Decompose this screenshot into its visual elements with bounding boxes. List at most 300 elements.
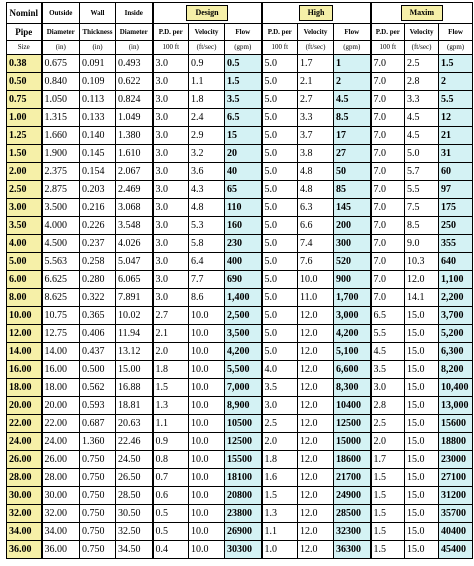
cell-inside-diameter: 18.81	[116, 397, 153, 415]
cell-maxim-pd: 5.5	[371, 325, 405, 343]
cell-outside-diameter: 32.00	[42, 505, 80, 523]
cell-maxim-pd: 7.0	[371, 253, 405, 271]
cell-wall-thickness: 0.091	[80, 55, 116, 73]
cell-design-velocity: 10.0	[189, 325, 225, 343]
cell-high-pd: 5.0	[262, 307, 298, 325]
cell-maxim-flow: 12	[439, 109, 473, 127]
table-row	[7, 361, 473, 379]
cell-maxim-velocity: 10.3	[405, 253, 439, 271]
cell-design-pd: 3.0	[153, 109, 189, 127]
cell-high-pd: 5.0	[262, 271, 298, 289]
cell-design-pd: 3.0	[153, 145, 189, 163]
cell-outside-diameter: 36.00	[42, 541, 80, 559]
cell-maxim-pd: 7.0	[371, 271, 405, 289]
cell-high-velocity: 1.7	[298, 55, 334, 73]
cell-outside-diameter: 20.00	[42, 397, 80, 415]
cell-inside-diameter: 11.94	[116, 325, 153, 343]
cell-design-velocity: 10.0	[189, 397, 225, 415]
cell-design-pd: 1.1	[153, 415, 189, 433]
cell-maxim-velocity: 12.0	[405, 271, 439, 289]
cell-design-flow: 1,400	[225, 289, 262, 307]
cell-maxim-flow: 1,100	[439, 271, 473, 289]
cell-design-pd: 3.0	[153, 199, 189, 217]
cell-maxim-pd: 7.0	[371, 127, 405, 145]
cell-maxim-flow: 355	[439, 235, 473, 253]
cell-maxim-flow: 2,200	[439, 289, 473, 307]
table-row	[7, 487, 473, 505]
cell-nominal-size: 3.50	[7, 217, 42, 235]
cell-design-pd: 3.0	[153, 271, 189, 289]
table-row	[7, 469, 473, 487]
cell-wall-thickness: 1.360	[80, 433, 116, 451]
cell-inside-diameter: 24.50	[116, 451, 153, 469]
unit-inside: (in)	[116, 41, 153, 55]
header-design-velocity: Velocity	[189, 24, 225, 41]
cell-maxim-flow: 5.5	[439, 91, 473, 109]
cell-outside-diameter: 8.625	[42, 289, 80, 307]
cell-maxim-pd: 7.0	[371, 73, 405, 91]
cell-design-flow: 15500	[225, 451, 262, 469]
cell-design-velocity: 3.2	[189, 145, 225, 163]
cell-maxim-velocity: 7.5	[405, 199, 439, 217]
cell-wall-thickness: 0.154	[80, 163, 116, 181]
cell-wall-thickness: 0.113	[80, 91, 116, 109]
cell-high-pd: 4.0	[262, 361, 298, 379]
cell-design-flow: 110	[225, 199, 262, 217]
cell-nominal-size: 8.00	[7, 289, 42, 307]
cell-outside-diameter: 6.625	[42, 271, 80, 289]
cell-maxim-pd: 7.0	[371, 289, 405, 307]
cell-design-velocity: 10.0	[189, 469, 225, 487]
table-row	[7, 55, 473, 73]
cell-design-pd: 1.3	[153, 397, 189, 415]
cell-high-pd: 5.0	[262, 109, 298, 127]
cell-design-flow: 160	[225, 217, 262, 235]
cell-design-pd: 0.5	[153, 505, 189, 523]
cell-inside-diameter: 0.493	[116, 55, 153, 73]
cell-design-velocity: 10.0	[189, 379, 225, 397]
cell-inside-diameter: 26.50	[116, 469, 153, 487]
cell-maxim-velocity: 14.1	[405, 289, 439, 307]
cell-design-velocity: 1.1	[189, 73, 225, 91]
cell-inside-diameter: 6.065	[116, 271, 153, 289]
header-design-group	[153, 3, 262, 24]
cell-maxim-velocity: 5.7	[405, 163, 439, 181]
table-row	[7, 145, 473, 163]
cell-high-velocity: 12.0	[298, 469, 334, 487]
cell-high-pd: 1.8	[262, 451, 298, 469]
cell-high-velocity: 3.3	[298, 109, 334, 127]
cell-maxim-flow: 2	[439, 73, 473, 91]
cell-maxim-pd: 2.0	[371, 433, 405, 451]
cell-high-velocity: 12.0	[298, 541, 334, 559]
cell-design-velocity: 10.0	[189, 415, 225, 433]
cell-maxim-pd: 7.0	[371, 217, 405, 235]
cell-maxim-flow: 31	[439, 145, 473, 163]
cell-high-pd: 1.0	[262, 541, 298, 559]
header-design-pd: P.D. per	[153, 24, 189, 41]
table-row	[7, 127, 473, 145]
cell-outside-diameter: 1.315	[42, 109, 80, 127]
cell-inside-diameter: 1.610	[116, 145, 153, 163]
cell-design-flow: 400	[225, 253, 262, 271]
cell-maxim-velocity: 15.0	[405, 541, 439, 559]
cell-maxim-velocity: 9.0	[405, 235, 439, 253]
cell-maxim-velocity: 2.8	[405, 73, 439, 91]
cell-maxim-pd: 7.0	[371, 109, 405, 127]
cell-high-flow: 28500	[334, 505, 371, 523]
cell-high-flow: 10400	[334, 397, 371, 415]
cell-design-flow: 20	[225, 145, 262, 163]
table-row	[7, 73, 473, 91]
cell-high-flow: 15000	[334, 433, 371, 451]
cell-wall-thickness: 0.365	[80, 307, 116, 325]
cell-nominal-size: 18.00	[7, 379, 42, 397]
cell-maxim-pd: 7.0	[371, 181, 405, 199]
unit-wall: (in)	[80, 41, 116, 55]
header-design-flow: Flow	[225, 24, 262, 41]
cell-high-pd: 5.0	[262, 145, 298, 163]
cell-high-velocity: 12.0	[298, 307, 334, 325]
cell-maxim-flow: 97	[439, 181, 473, 199]
cell-wall-thickness: 0.109	[80, 73, 116, 91]
cell-high-flow: 200	[334, 217, 371, 235]
cell-design-pd: 0.5	[153, 523, 189, 541]
cell-high-flow: 6,600	[334, 361, 371, 379]
cell-design-pd: 3.0	[153, 163, 189, 181]
header-wall-thickness: Thickness	[80, 24, 116, 41]
cell-outside-diameter: 4.500	[42, 235, 80, 253]
cell-high-flow: 300	[334, 235, 371, 253]
cell-inside-diameter: 1.049	[116, 109, 153, 127]
cell-outside-diameter: 2.375	[42, 163, 80, 181]
table-row	[7, 91, 473, 109]
cell-design-pd: 3.0	[153, 217, 189, 235]
cell-high-pd: 3.0	[262, 397, 298, 415]
cell-maxim-velocity: 15.0	[405, 379, 439, 397]
cell-nominal-size: 2.00	[7, 163, 42, 181]
cell-nominal-size: 10.00	[7, 307, 42, 325]
cell-high-velocity: 7.6	[298, 253, 334, 271]
table-row	[7, 217, 473, 235]
cell-outside-diameter: 5.563	[42, 253, 80, 271]
cell-maxim-velocity: 15.0	[405, 469, 439, 487]
pipe-flow-table	[6, 2, 473, 559]
cell-nominal-size: 1.50	[7, 145, 42, 163]
cell-maxim-flow: 250	[439, 217, 473, 235]
cell-high-flow: 2	[334, 73, 371, 91]
header-maxim-flow: Flow	[439, 24, 473, 41]
cell-high-pd: 5.0	[262, 127, 298, 145]
header-nominal: Nominl	[7, 3, 42, 24]
maxim-banner: Maxim	[401, 5, 443, 21]
cell-maxim-velocity: 15.0	[405, 325, 439, 343]
cell-high-pd: 2.5	[262, 415, 298, 433]
cell-design-pd: 3.0	[153, 73, 189, 91]
cell-high-velocity: 6.6	[298, 217, 334, 235]
cell-high-velocity: 12.0	[298, 487, 334, 505]
cell-maxim-flow: 60	[439, 163, 473, 181]
cell-maxim-pd: 6.5	[371, 307, 405, 325]
header-size: Size	[7, 41, 42, 55]
table-row	[7, 271, 473, 289]
cell-wall-thickness: 0.562	[80, 379, 116, 397]
table-header	[7, 3, 473, 55]
cell-high-pd: 5.0	[262, 343, 298, 361]
cell-design-pd: 2.1	[153, 325, 189, 343]
unit-high-pd: 100 ft	[262, 41, 298, 55]
cell-design-velocity: 10.0	[189, 487, 225, 505]
cell-outside-diameter: 12.75	[42, 325, 80, 343]
table-row	[7, 397, 473, 415]
cell-nominal-size: 34.00	[7, 523, 42, 541]
cell-maxim-pd: 4.5	[371, 343, 405, 361]
unit-maxim-velocity: (ft/sec)	[405, 41, 439, 55]
cell-design-pd: 0.7	[153, 469, 189, 487]
cell-high-pd: 5.0	[262, 91, 298, 109]
cell-high-pd: 5.0	[262, 181, 298, 199]
cell-inside-diameter: 7.891	[116, 289, 153, 307]
cell-high-flow: 4.5	[334, 91, 371, 109]
cell-outside-diameter: 22.00	[42, 415, 80, 433]
cell-design-velocity: 4.8	[189, 199, 225, 217]
header-inside-diameter: Diameter	[116, 24, 153, 41]
cell-maxim-pd: 1.5	[371, 541, 405, 559]
cell-design-flow: 30300	[225, 541, 262, 559]
cell-inside-diameter: 3.068	[116, 199, 153, 217]
cell-high-flow: 5,100	[334, 343, 371, 361]
cell-maxim-pd: 1.5	[371, 505, 405, 523]
cell-high-flow: 1,700	[334, 289, 371, 307]
cell-design-flow: 15	[225, 127, 262, 145]
cell-design-velocity: 10.0	[189, 541, 225, 559]
cell-high-flow: 17	[334, 127, 371, 145]
cell-high-pd: 5.0	[262, 289, 298, 307]
cell-high-pd: 1.1	[262, 523, 298, 541]
cell-high-velocity: 10.0	[298, 271, 334, 289]
cell-maxim-pd: 1.5	[371, 469, 405, 487]
cell-design-flow: 8,900	[225, 397, 262, 415]
cell-inside-diameter: 16.88	[116, 379, 153, 397]
cell-design-pd: 3.0	[153, 235, 189, 253]
cell-design-flow: 0.5	[225, 55, 262, 73]
cell-high-flow: 900	[334, 271, 371, 289]
table-row	[7, 199, 473, 217]
header-inside: Inside	[116, 3, 153, 24]
cell-outside-diameter: 0.840	[42, 73, 80, 91]
cell-high-flow: 36300	[334, 541, 371, 559]
cell-design-pd: 3.0	[153, 127, 189, 145]
cell-nominal-size: 2.50	[7, 181, 42, 199]
table-row	[7, 523, 473, 541]
cell-nominal-size: 26.00	[7, 451, 42, 469]
cell-inside-diameter: 2.469	[116, 181, 153, 199]
cell-high-pd: 5.0	[262, 253, 298, 271]
cell-design-flow: 7,000	[225, 379, 262, 397]
cell-maxim-velocity: 15.0	[405, 523, 439, 541]
cell-high-pd: 1.5	[262, 487, 298, 505]
cell-high-flow: 32300	[334, 523, 371, 541]
cell-maxim-flow: 45400	[439, 541, 473, 559]
table-row	[7, 235, 473, 253]
cell-wall-thickness: 0.140	[80, 127, 116, 145]
header-high-pd: P.D. per	[262, 24, 298, 41]
cell-outside-diameter: 28.00	[42, 469, 80, 487]
cell-high-velocity: 12.0	[298, 433, 334, 451]
unit-high-velocity: (ft/sec)	[298, 41, 334, 55]
cell-design-flow: 12500	[225, 433, 262, 451]
cell-maxim-velocity: 15.0	[405, 505, 439, 523]
cell-high-flow: 4,200	[334, 325, 371, 343]
cell-wall-thickness: 0.133	[80, 109, 116, 127]
cell-maxim-flow: 15600	[439, 415, 473, 433]
cell-design-flow: 690	[225, 271, 262, 289]
table-row	[7, 451, 473, 469]
design-banner: Design	[186, 5, 227, 21]
cell-wall-thickness: 0.145	[80, 145, 116, 163]
cell-maxim-velocity: 15.0	[405, 487, 439, 505]
cell-design-velocity: 10.0	[189, 343, 225, 361]
table-row	[7, 433, 473, 451]
cell-high-velocity: 12.0	[298, 361, 334, 379]
cell-wall-thickness: 0.750	[80, 469, 116, 487]
cell-high-pd: 2.0	[262, 433, 298, 451]
cell-wall-thickness: 0.750	[80, 523, 116, 541]
cell-high-pd: 3.5	[262, 379, 298, 397]
unit-maxim-flow: (gpm)	[439, 41, 473, 55]
cell-nominal-size: 0.75	[7, 91, 42, 109]
table-body	[7, 55, 473, 559]
cell-maxim-flow: 1.5	[439, 55, 473, 73]
cell-high-velocity: 7.4	[298, 235, 334, 253]
cell-maxim-velocity: 8.5	[405, 217, 439, 235]
unit-design-velocity: (ft/sec)	[189, 41, 225, 55]
cell-design-pd: 3.0	[153, 181, 189, 199]
cell-nominal-size: 24.00	[7, 433, 42, 451]
cell-maxim-velocity: 5.5	[405, 181, 439, 199]
cell-high-flow: 8,300	[334, 379, 371, 397]
cell-maxim-flow: 21	[439, 127, 473, 145]
cell-nominal-size: 3.00	[7, 199, 42, 217]
cell-wall-thickness: 0.406	[80, 325, 116, 343]
cell-outside-diameter: 26.00	[42, 451, 80, 469]
cell-design-flow: 2,500	[225, 307, 262, 325]
table-row	[7, 505, 473, 523]
cell-nominal-size: 14.00	[7, 343, 42, 361]
cell-design-flow: 1.5	[225, 73, 262, 91]
cell-high-flow: 27	[334, 145, 371, 163]
cell-design-velocity: 0.9	[189, 55, 225, 73]
cell-outside-diameter: 0.675	[42, 55, 80, 73]
header-high-flow: Flow	[334, 24, 371, 41]
cell-high-velocity: 12.0	[298, 505, 334, 523]
cell-design-flow: 230	[225, 235, 262, 253]
table-row	[7, 307, 473, 325]
cell-design-velocity: 4.3	[189, 181, 225, 199]
cell-design-pd: 0.9	[153, 433, 189, 451]
cell-high-velocity: 12.0	[298, 397, 334, 415]
cell-high-velocity: 12.0	[298, 343, 334, 361]
table-row	[7, 289, 473, 307]
cell-design-velocity: 7.7	[189, 271, 225, 289]
cell-wall-thickness: 0.322	[80, 289, 116, 307]
cell-nominal-size: 6.00	[7, 271, 42, 289]
cell-high-velocity: 12.0	[298, 379, 334, 397]
cell-maxim-flow: 8,200	[439, 361, 473, 379]
cell-nominal-size: 20.00	[7, 397, 42, 415]
cell-maxim-pd: 3.0	[371, 379, 405, 397]
table-row	[7, 109, 473, 127]
cell-outside-diameter: 16.00	[42, 361, 80, 379]
cell-high-velocity: 4.8	[298, 181, 334, 199]
cell-maxim-flow: 13,000	[439, 397, 473, 415]
header-high-group	[262, 3, 371, 24]
cell-nominal-size: 1.00	[7, 109, 42, 127]
unit-high-flow: (gpm)	[334, 41, 371, 55]
cell-high-pd: 5.0	[262, 163, 298, 181]
cell-wall-thickness: 0.258	[80, 253, 116, 271]
cell-design-flow: 23800	[225, 505, 262, 523]
unit-design-flow: (gpm)	[225, 41, 262, 55]
cell-high-flow: 12500	[334, 415, 371, 433]
cell-maxim-flow: 6,300	[439, 343, 473, 361]
cell-nominal-size: 22.00	[7, 415, 42, 433]
cell-design-velocity: 10.0	[189, 523, 225, 541]
cell-nominal-size: 0.38	[7, 55, 42, 73]
cell-inside-diameter: 1.380	[116, 127, 153, 145]
cell-high-pd: 5.0	[262, 325, 298, 343]
cell-wall-thickness: 0.226	[80, 217, 116, 235]
unit-outside: (in)	[42, 41, 80, 55]
cell-maxim-velocity: 2.5	[405, 55, 439, 73]
cell-maxim-flow: 18800	[439, 433, 473, 451]
cell-outside-diameter: 1.050	[42, 91, 80, 109]
cell-design-flow: 40	[225, 163, 262, 181]
cell-inside-diameter: 34.50	[116, 541, 153, 559]
cell-maxim-flow: 5,200	[439, 325, 473, 343]
cell-high-pd: 5.0	[262, 235, 298, 253]
cell-inside-diameter: 13.12	[116, 343, 153, 361]
cell-maxim-pd: 7.0	[371, 145, 405, 163]
cell-maxim-flow: 35700	[439, 505, 473, 523]
cell-design-pd: 0.4	[153, 541, 189, 559]
cell-inside-diameter: 0.622	[116, 73, 153, 91]
cell-maxim-flow: 27100	[439, 469, 473, 487]
cell-maxim-pd: 3.5	[371, 361, 405, 379]
cell-wall-thickness: 0.437	[80, 343, 116, 361]
cell-design-velocity: 5.3	[189, 217, 225, 235]
cell-design-velocity: 10.0	[189, 433, 225, 451]
cell-design-velocity: 8.6	[189, 289, 225, 307]
cell-high-velocity: 12.0	[298, 325, 334, 343]
cell-high-velocity: 3.8	[298, 145, 334, 163]
cell-design-flow: 10500	[225, 415, 262, 433]
cell-maxim-pd: 1.5	[371, 523, 405, 541]
cell-high-velocity: 6.3	[298, 199, 334, 217]
cell-high-pd: 5.0	[262, 217, 298, 235]
cell-wall-thickness: 0.750	[80, 487, 116, 505]
cell-high-flow: 520	[334, 253, 371, 271]
cell-maxim-pd: 1.7	[371, 451, 405, 469]
cell-design-velocity: 2.9	[189, 127, 225, 145]
cell-outside-diameter: 30.00	[42, 487, 80, 505]
cell-high-velocity: 12.0	[298, 523, 334, 541]
cell-wall-thickness: 0.203	[80, 181, 116, 199]
cell-maxim-flow: 3,700	[439, 307, 473, 325]
high-banner: High	[299, 5, 334, 21]
cell-inside-diameter: 32.50	[116, 523, 153, 541]
cell-design-flow: 3.5	[225, 91, 262, 109]
